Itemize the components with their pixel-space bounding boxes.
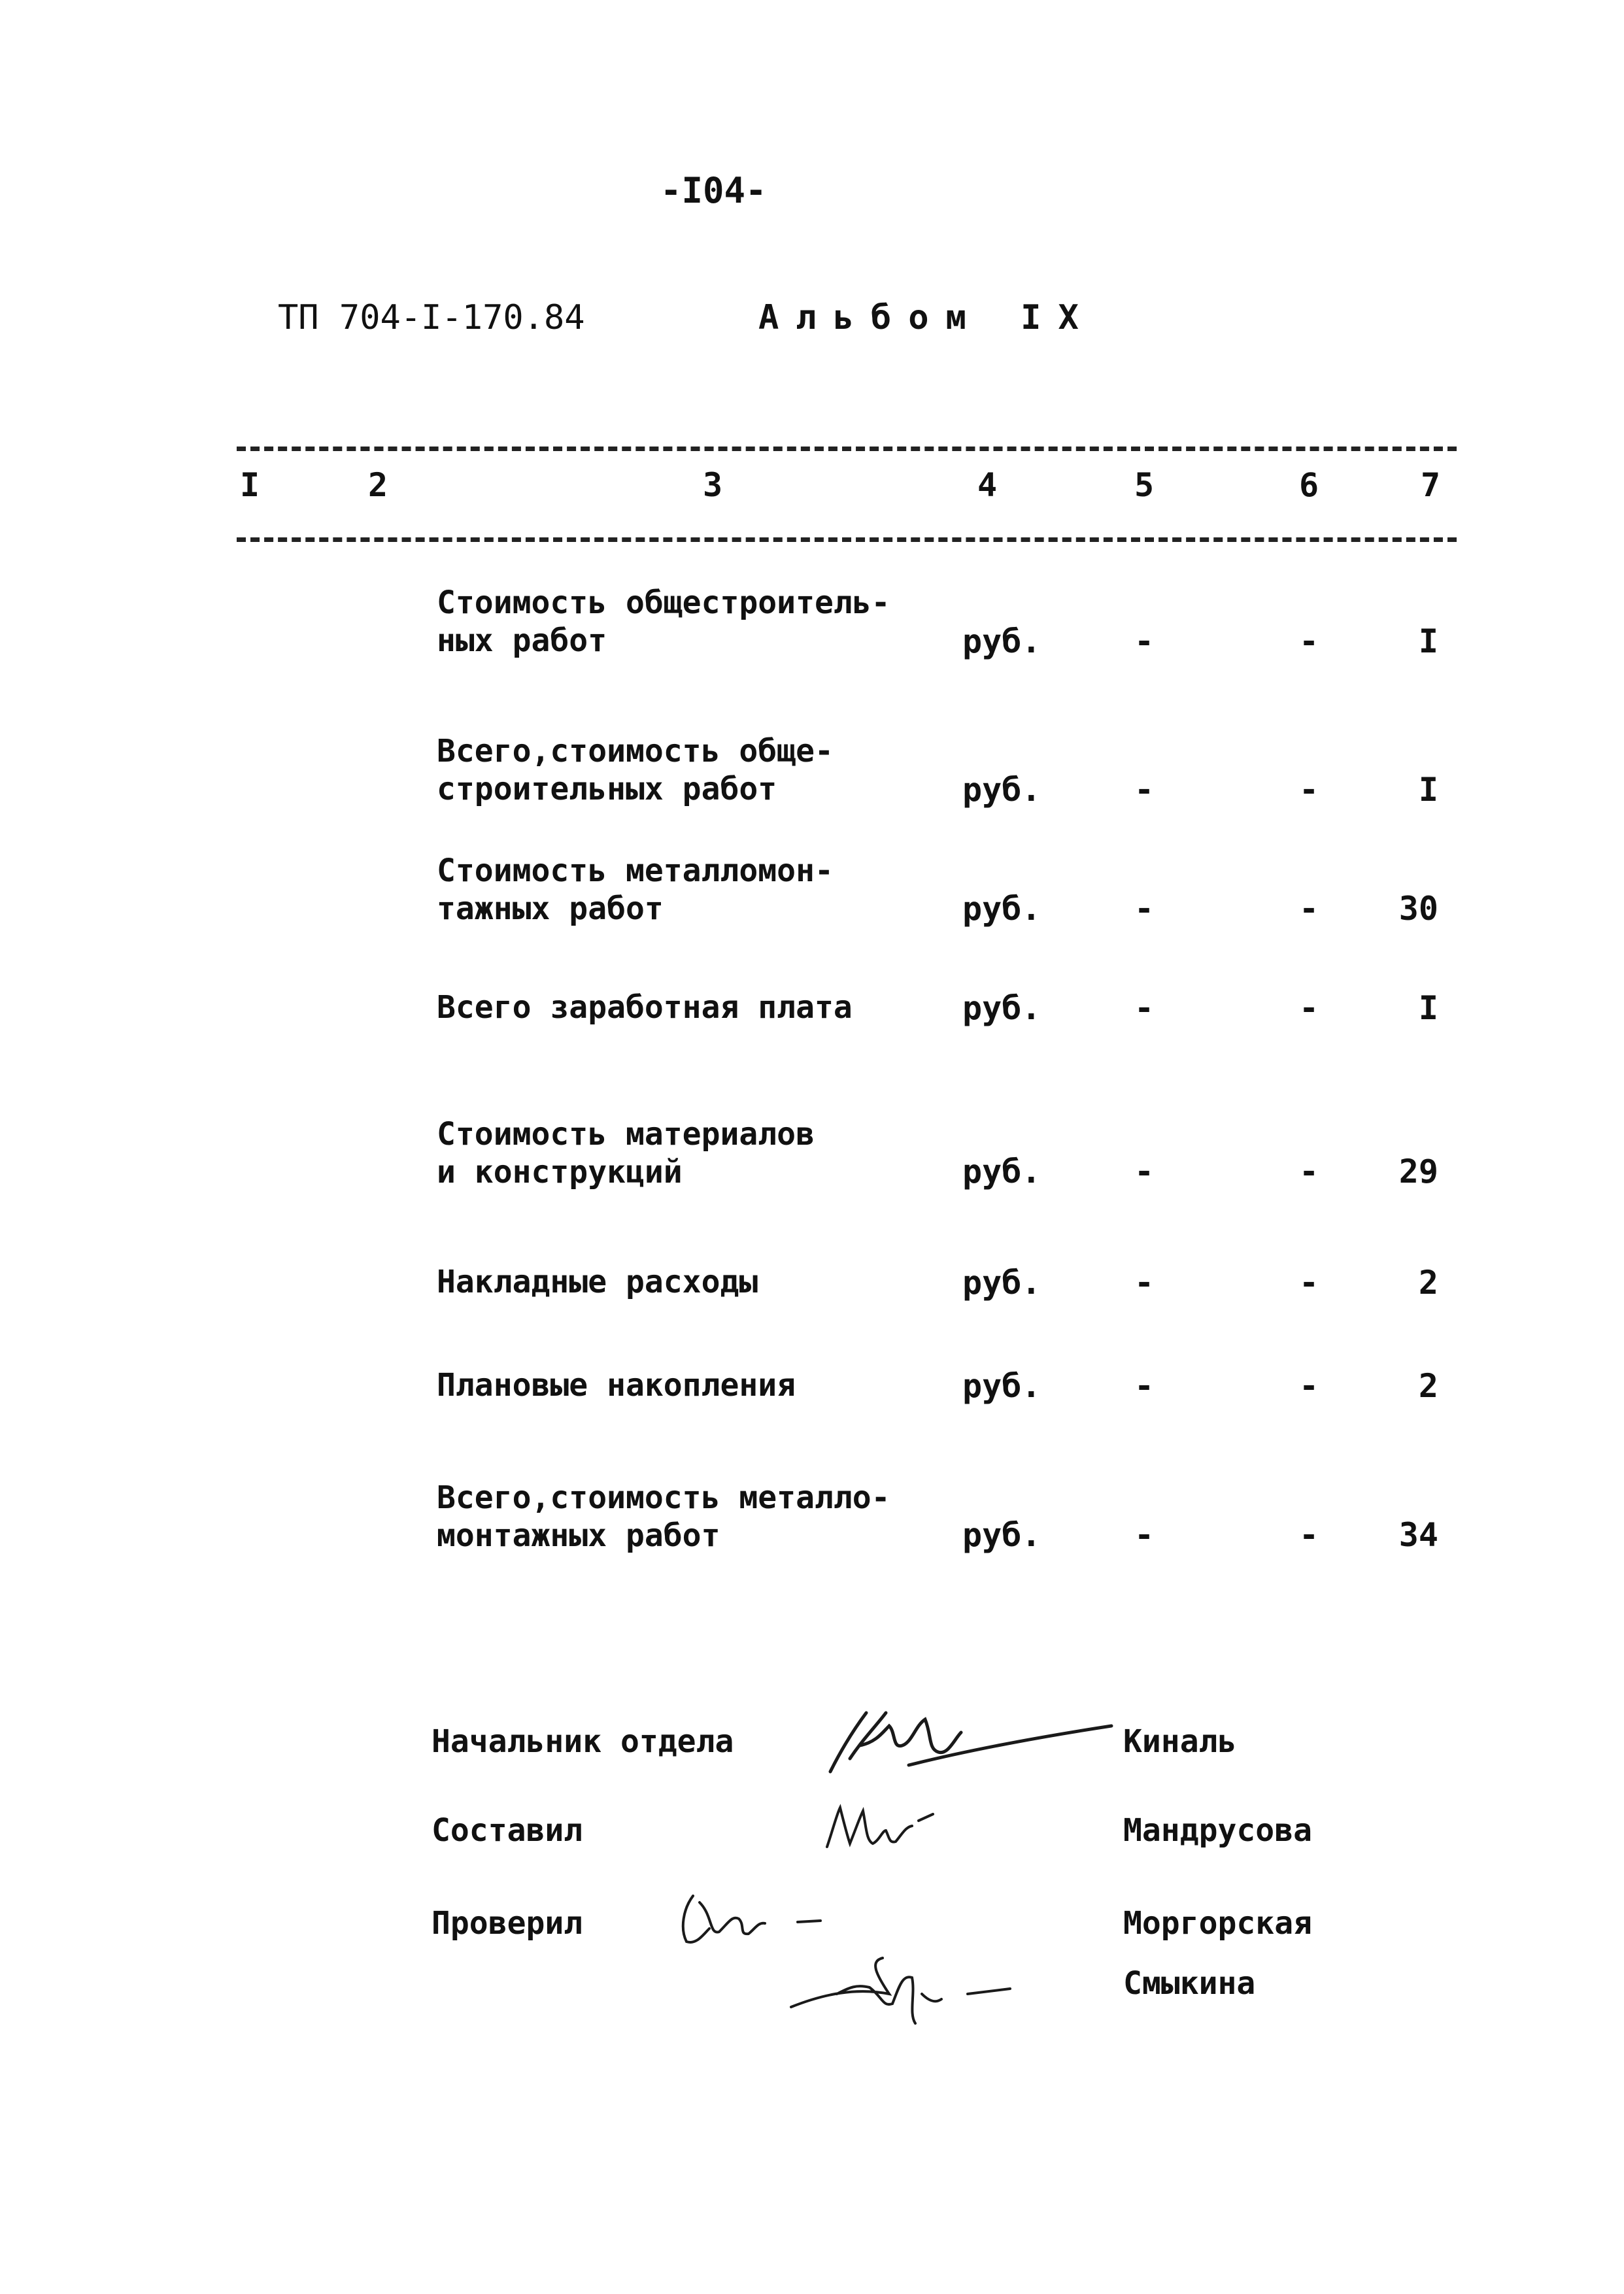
table-row-value: I <box>1418 771 1438 809</box>
table-row-unit: руб. <box>962 989 1041 1027</box>
table-row-value: 34 <box>1398 1516 1438 1554</box>
description-line: Плановые накопления <box>437 1367 796 1404</box>
table-row-col5: - <box>1134 622 1155 660</box>
table-row-unit: руб. <box>962 771 1041 809</box>
description-line: строительных работ <box>437 771 777 807</box>
table-row-value: 2 <box>1418 1264 1438 1302</box>
signature-role: Проверил <box>431 1905 583 1942</box>
description-line: и конструкций <box>437 1154 683 1190</box>
table-row-col6: - <box>1298 1367 1319 1405</box>
table-row-col5: - <box>1134 1153 1155 1190</box>
table-row-col6: - <box>1298 1153 1319 1190</box>
handwritten-signature <box>804 1687 1118 1791</box>
column-header-7: 7 <box>1420 466 1441 504</box>
table-row-description <box>437 1479 890 1555</box>
table-row-description <box>437 584 890 660</box>
table-header-rule <box>237 537 1457 542</box>
description-line: Всего,стоимость металло- <box>437 1479 890 1516</box>
table-row-col5: - <box>1134 1367 1155 1405</box>
table-row-col6: - <box>1298 989 1319 1027</box>
table-row-unit: руб. <box>962 1264 1041 1302</box>
description-line: Стоимость металломон- <box>437 852 834 889</box>
table-row-value: 2 <box>1418 1367 1438 1405</box>
column-header-2: 2 <box>367 466 388 504</box>
table-row-description <box>437 1366 796 1404</box>
column-header-6: 6 <box>1298 466 1319 504</box>
column-header-4: 4 <box>977 466 998 504</box>
description-line: Всего,стоимость обще- <box>437 733 834 769</box>
album-title: Альбом IX <box>758 298 1096 337</box>
description-line: Стоимость материалов <box>437 1116 815 1153</box>
column-header-5: 5 <box>1134 466 1155 504</box>
description-line: монтажных работ <box>437 1517 720 1554</box>
description-line: Накладные расходы <box>437 1264 758 1300</box>
table-row-value: I <box>1418 989 1438 1027</box>
table-row-col6: - <box>1298 1264 1319 1302</box>
table-row-col6: - <box>1298 890 1319 928</box>
page-number: -I04- <box>660 170 767 211</box>
table-row-col6: - <box>1298 1516 1319 1554</box>
table-row-col5: - <box>1134 989 1155 1027</box>
table-row-unit: руб. <box>962 890 1041 928</box>
table-row-description <box>437 852 834 928</box>
table-row-col5: - <box>1134 890 1155 928</box>
document-code: ТП 704-I-170.84 <box>278 298 585 337</box>
signature-name: Моргорская <box>1123 1905 1312 1942</box>
description-line: Стоимость общестроитель- <box>437 584 890 621</box>
table-row-unit: руб. <box>962 1367 1041 1405</box>
column-header-1: I <box>239 466 260 504</box>
table-row-description <box>437 1115 815 1191</box>
table-row-col5: - <box>1134 1516 1155 1554</box>
description-line: Всего заработная плата <box>437 989 853 1026</box>
signature-name: Киналь <box>1123 1723 1237 1760</box>
table-row-description <box>437 988 853 1026</box>
table-row-value: I <box>1418 622 1438 660</box>
table-row-value: 30 <box>1398 890 1438 928</box>
table-row-col5: - <box>1134 771 1155 809</box>
signature-role: Начальник отдела <box>431 1723 734 1760</box>
table-row-col6: - <box>1298 622 1319 660</box>
signature-name: Смыкина <box>1123 1965 1256 2002</box>
table-row-unit: руб. <box>962 1516 1041 1554</box>
table-row-col5: - <box>1134 1264 1155 1302</box>
table-row-description <box>437 1263 758 1301</box>
handwritten-signature <box>820 1795 938 1866</box>
description-line: ных работ <box>437 622 607 659</box>
handwritten-signature <box>785 1948 1033 2040</box>
table-row-col6: - <box>1298 771 1319 809</box>
table-row-unit: руб. <box>962 622 1041 660</box>
description-line: тажных работ <box>437 890 664 927</box>
table-top-rule <box>237 447 1457 451</box>
table-row-unit: руб. <box>962 1153 1041 1190</box>
signature-name: Мандрусова <box>1123 1812 1312 1849</box>
table-row-value: 29 <box>1398 1153 1438 1190</box>
table-row-description <box>437 732 834 808</box>
signature-role: Составил <box>431 1812 583 1849</box>
column-header-3: 3 <box>702 466 723 504</box>
